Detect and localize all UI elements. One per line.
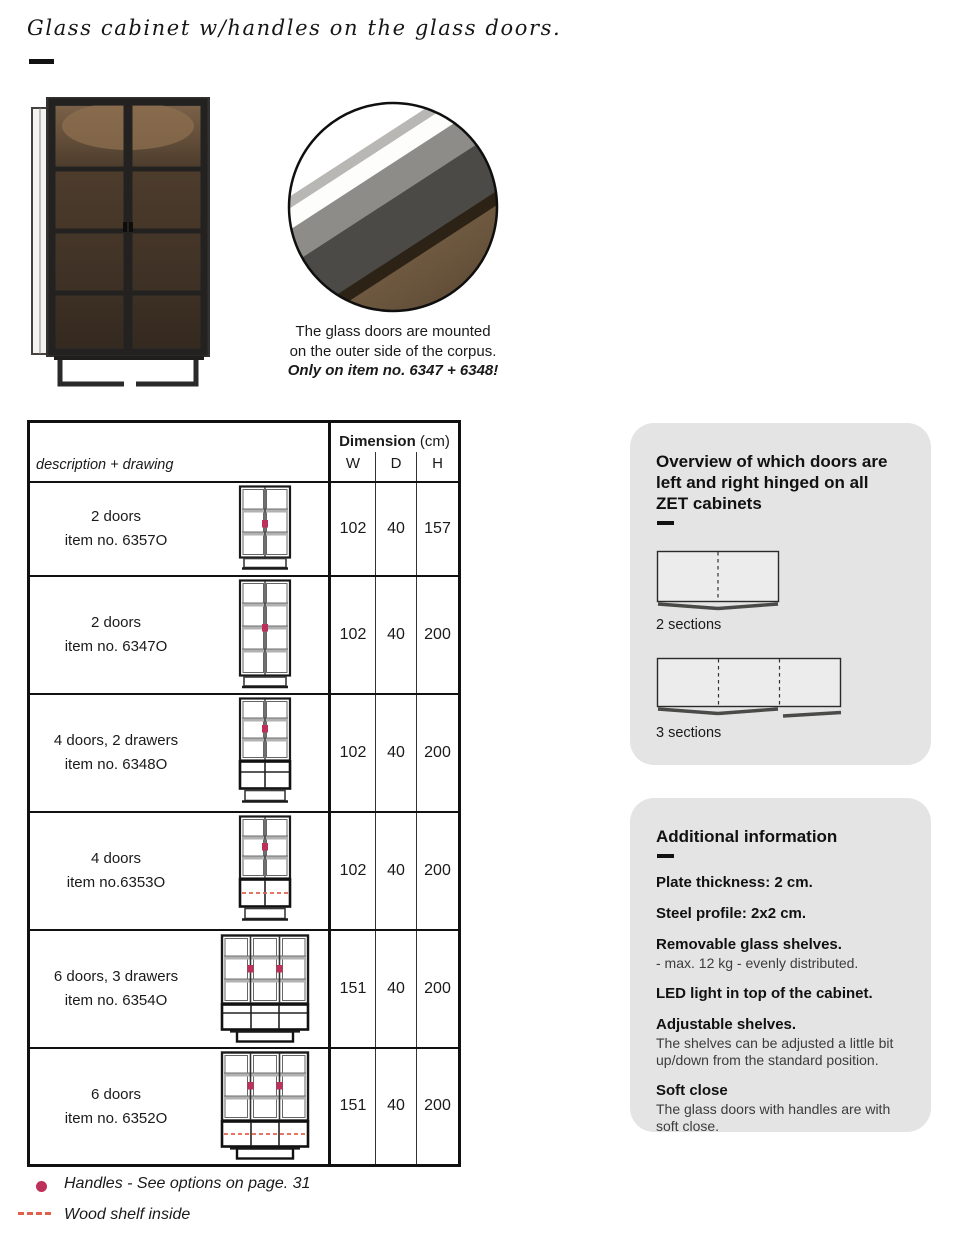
legend-handles: Handles - See options on page. 31 xyxy=(64,1175,311,1192)
row-item-no: item no. 6354O xyxy=(64,992,168,1009)
table-row-6357 xyxy=(29,482,460,576)
row-item-no: item no. 6352O xyxy=(64,1109,168,1127)
dimension-unit: (cm) xyxy=(419,432,450,450)
table-row-6353 xyxy=(29,812,460,930)
cabinet-drawing-2-doors-200 xyxy=(202,579,328,691)
value-w: 102 xyxy=(330,482,376,576)
info-item-text: The shelves can be adjusted a little bit up/down from the standard position. xyxy=(656,1035,894,1068)
cabinet-drawing-4-doors-2-drawers xyxy=(202,697,328,809)
col-header-description: description + drawing xyxy=(36,456,174,473)
spec-table xyxy=(27,420,461,1167)
value-h: 200 xyxy=(417,694,460,812)
page-title: Glass cabinet w/handles on the glass doors. xyxy=(27,16,562,40)
cabinet-drawing-2-doors-157 xyxy=(202,485,328,572)
detail-caption-line2: on the outer side of the corpus. xyxy=(289,342,497,360)
info-panel-dash xyxy=(657,854,674,858)
info-item xyxy=(656,874,908,892)
info-items xyxy=(656,874,908,1148)
table-row-6348 xyxy=(29,694,460,812)
legend-wood-shelf: Wood shelf inside xyxy=(64,1206,191,1223)
row-item-no: item no. 6347O xyxy=(64,638,168,655)
row-description: 2 doors xyxy=(90,508,142,525)
info-item xyxy=(656,985,908,1003)
row-description: 6 doors, 3 drawers xyxy=(53,968,179,985)
row-description: 4 doors, 2 drawers xyxy=(53,732,179,749)
2-sections-diagram xyxy=(656,550,782,619)
row-description: 2 doors xyxy=(90,614,142,631)
value-w: 102 xyxy=(330,694,376,812)
3-sections-label: 3 sections xyxy=(656,725,722,741)
info-item-bold: Removable glass shelves. xyxy=(656,936,842,953)
row-item-no: item no. 6348O xyxy=(64,756,168,773)
value-h: 200 xyxy=(417,576,460,694)
info-item xyxy=(656,905,908,923)
info-item-bold: Adjustable shelves. xyxy=(656,1016,797,1033)
table-row-6354 xyxy=(29,930,460,1048)
table-row-6347 xyxy=(29,576,460,694)
value-w: 102 xyxy=(330,812,376,930)
wood-shelf-dash-icon xyxy=(18,1212,51,1215)
cabinet-drawing-4-doors xyxy=(202,815,328,927)
overview-panel xyxy=(630,423,931,765)
detail-circle-photo xyxy=(286,100,500,319)
col-header-h: H xyxy=(417,452,460,482)
value-d: 40 xyxy=(376,1048,417,1166)
value-d: 40 xyxy=(376,812,417,930)
info-item-bold: Steel profile: 2x2 cm. xyxy=(656,905,807,922)
value-h: 200 xyxy=(417,930,460,1048)
info-item-bold: Soft close xyxy=(656,1082,728,1099)
info-item xyxy=(656,1082,908,1135)
row-description: 6 doors xyxy=(90,1085,142,1103)
detail-caption xyxy=(263,322,523,381)
overview-panel-dash xyxy=(657,521,674,525)
value-d: 40 xyxy=(376,930,417,1048)
cabinet-photo xyxy=(24,92,226,397)
detail-caption-line1: The glass doors are mounted xyxy=(295,323,491,340)
value-w: 151 xyxy=(330,1048,376,1166)
col-header-d: D xyxy=(376,452,417,482)
dimension-label: Dimension xyxy=(339,432,416,450)
value-w: 151 xyxy=(330,930,376,1048)
value-d: 40 xyxy=(376,576,417,694)
overview-panel-title: Overview of which doors are left and right hinged on all ZET cabinets xyxy=(656,452,888,513)
info-panel-title: Additional information xyxy=(656,827,838,846)
info-item-text: The glass doors with handles are with soft close. xyxy=(656,1101,891,1134)
additional-info-panel xyxy=(630,798,931,1132)
value-d: 40 xyxy=(376,482,417,576)
cabinet-drawing-6-doors xyxy=(202,1051,328,1161)
info-item-text: - max. 12 kg - evenly distributed. xyxy=(656,955,859,971)
info-item-bold: Plate thickness: 2 cm. xyxy=(656,874,813,891)
col-header-w: W xyxy=(330,452,376,482)
handle-dot-icon xyxy=(36,1181,47,1192)
info-item xyxy=(656,1016,908,1069)
title-dash xyxy=(29,59,54,64)
value-d: 40 xyxy=(376,694,417,812)
cabinet-drawing-6-doors-3-drawers xyxy=(202,934,328,1044)
value-w: 102 xyxy=(330,576,376,694)
row-item-no: item no.6353O xyxy=(66,874,166,891)
info-item xyxy=(656,936,908,972)
table-row-6352 xyxy=(29,1048,460,1166)
3-sections-diagram xyxy=(656,657,844,726)
value-h: 200 xyxy=(417,1048,460,1166)
value-h: 157 xyxy=(417,482,460,576)
value-h: 200 xyxy=(417,812,460,930)
col-header-dimension xyxy=(330,422,460,452)
2-sections-label: 2 sections xyxy=(656,617,722,633)
row-description: 4 doors xyxy=(90,850,142,867)
row-item-no: item no. 6357O xyxy=(64,532,168,549)
info-item-bold: LED light in top of the cabinet. xyxy=(656,985,873,1002)
detail-caption-line3: Only on item no. 6347 + 6348! xyxy=(287,362,499,379)
